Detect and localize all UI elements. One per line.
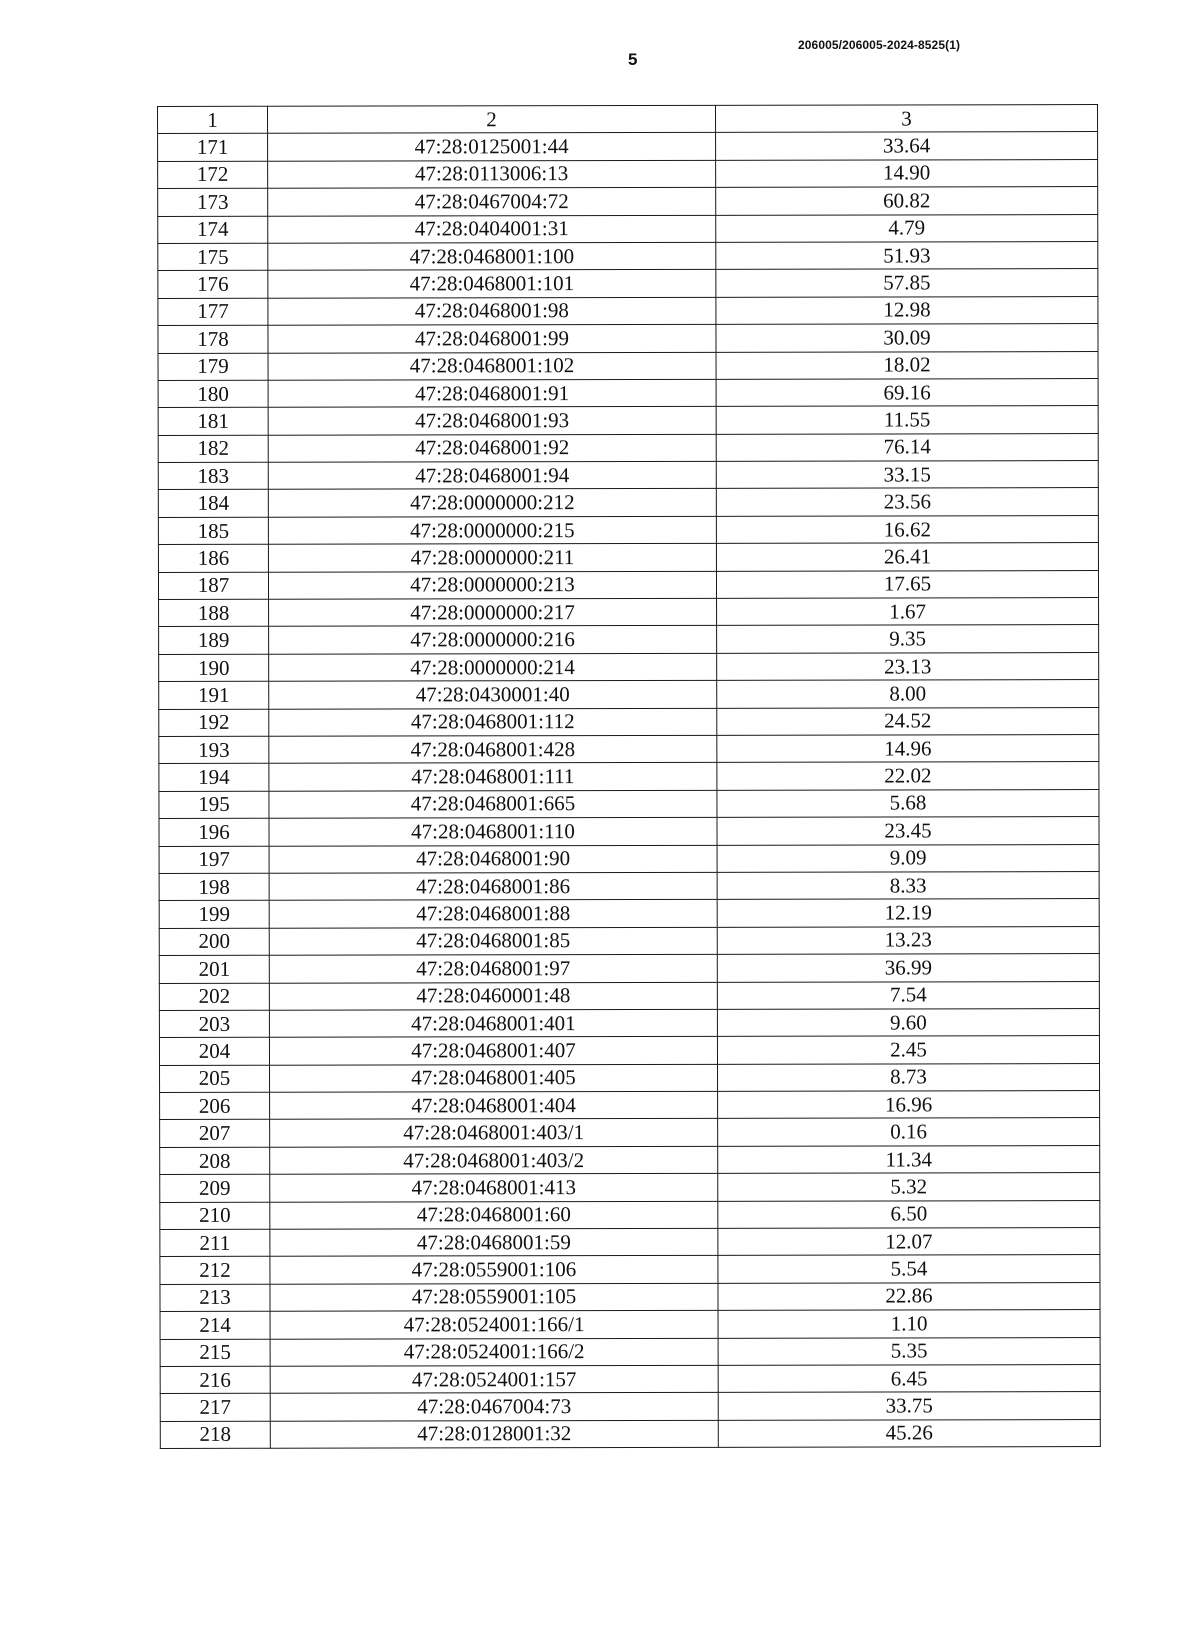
- cadastral-number-cell: 47:28:0468001:413: [270, 1174, 718, 1202]
- area-value-cell: 1.10: [718, 1310, 1100, 1338]
- area-value-cell: 5.54: [718, 1255, 1100, 1283]
- cadastral-number-cell: 47:28:0000000:212: [268, 489, 716, 517]
- area-value-cell: 30.09: [716, 324, 1098, 352]
- table-row: [160, 1228, 1100, 1257]
- cadastral-number-cell: 47:28:0468001:98: [268, 297, 716, 325]
- table-row: [158, 433, 1098, 462]
- area-value-cell: 11.55: [716, 406, 1098, 434]
- table-row: [159, 652, 1099, 681]
- cadastral-number-cell: 47:28:0559001:105: [270, 1283, 718, 1311]
- cadastral-number-cell: 47:28:0468001:88: [269, 900, 717, 928]
- area-value-cell: 45.26: [718, 1419, 1100, 1447]
- table-row: [159, 1008, 1099, 1037]
- area-value-cell: 6.45: [718, 1364, 1100, 1392]
- cadastral-number-cell: 47:28:0460001:48: [269, 982, 717, 1010]
- cadastral-number-cell: 47:28:0000000:213: [268, 571, 716, 599]
- area-value-cell: 8.73: [718, 1063, 1100, 1091]
- row-number-cell: 211: [160, 1229, 270, 1257]
- row-number-cell: 217: [160, 1394, 270, 1422]
- table-row: [158, 324, 1098, 353]
- area-value-cell: 16.62: [716, 515, 1098, 543]
- row-number-cell: 175: [158, 243, 268, 271]
- cadastral-number-cell: 47:28:0113006:13: [268, 160, 716, 188]
- row-number-cell: 186: [158, 545, 268, 573]
- row-number-cell: 191: [159, 681, 269, 709]
- row-number-cell: 185: [158, 517, 268, 545]
- row-number-cell: 190: [159, 654, 269, 682]
- table-row: [159, 789, 1099, 818]
- row-number-cell: 205: [160, 1065, 270, 1093]
- row-number-cell: 210: [160, 1202, 270, 1230]
- cadastral-number-cell: 47:28:0468001:405: [270, 1064, 718, 1092]
- area-value-cell: 5.35: [718, 1337, 1100, 1365]
- cadastral-number-cell: 47:28:0404001:31: [268, 215, 716, 243]
- table-row: [160, 1255, 1100, 1284]
- table-row: [160, 1173, 1100, 1202]
- table-header-row: [158, 105, 1098, 134]
- area-value-cell: 36.99: [717, 954, 1099, 982]
- cadastral-number-cell: 47:28:0000000:211: [268, 544, 716, 572]
- table-row: [160, 1200, 1100, 1229]
- area-value-cell: 12.98: [716, 296, 1098, 324]
- row-number-cell: 172: [158, 161, 268, 189]
- table-row: [159, 735, 1099, 764]
- area-value-cell: 12.19: [717, 899, 1099, 927]
- row-number-cell: 212: [160, 1257, 270, 1285]
- row-number-cell: 174: [158, 216, 268, 244]
- table-row: [158, 241, 1098, 270]
- table-row: [159, 762, 1099, 791]
- area-value-cell: 51.93: [716, 241, 1098, 269]
- table-row: [160, 1145, 1100, 1174]
- table-row: [159, 981, 1099, 1010]
- area-value-cell: 23.45: [717, 817, 1099, 845]
- cadastral-number-cell: 47:28:0467004:72: [268, 188, 716, 216]
- row-number-cell: 208: [160, 1147, 270, 1175]
- cadastral-number-cell: 47:28:0524001:166/2: [270, 1338, 718, 1366]
- cadastral-number-cell: 47:28:0000000:214: [269, 653, 717, 681]
- area-value-cell: 7.54: [717, 981, 1099, 1009]
- area-value-cell: 13.23: [717, 926, 1099, 954]
- row-number-cell: 214: [160, 1311, 270, 1339]
- table-row: [158, 132, 1098, 161]
- cadastral-number-cell: 47:28:0559001:106: [270, 1256, 718, 1284]
- table-row: [160, 1091, 1100, 1120]
- table-row: [159, 707, 1099, 736]
- table-row: [159, 817, 1099, 846]
- row-number-cell: 213: [160, 1284, 270, 1312]
- table-row: [158, 488, 1098, 517]
- cadastral-number-cell: 47:28:0468001:407: [269, 1037, 717, 1065]
- row-number-cell: 192: [159, 709, 269, 737]
- row-number-cell: 216: [160, 1366, 270, 1394]
- row-number-cell: 204: [159, 1038, 269, 1066]
- cadastral-table: [157, 104, 1101, 1449]
- cadastral-number-cell: 47:28:0524001:157: [270, 1365, 718, 1393]
- cadastral-number-cell: 47:28:0524001:166/1: [270, 1311, 718, 1339]
- cadastral-number-cell: 47:28:0468001:404: [270, 1091, 718, 1119]
- table-row: [158, 406, 1098, 435]
- table-row: [159, 680, 1099, 709]
- area-value-cell: 23.56: [716, 488, 1098, 516]
- row-number-cell: 193: [159, 736, 269, 764]
- table-row: [160, 1063, 1100, 1092]
- area-value-cell: 22.86: [718, 1282, 1100, 1310]
- cadastral-number-cell: 47:28:0467004:73: [270, 1393, 718, 1421]
- table-row: [158, 543, 1098, 572]
- cadastral-number-cell: 47:28:0468001:112: [269, 708, 717, 736]
- table-row: [159, 871, 1099, 900]
- row-number-cell: 187: [158, 572, 268, 600]
- row-number-cell: 209: [160, 1175, 270, 1203]
- cadastral-number-cell: 47:28:0468001:428: [269, 735, 717, 763]
- cadastral-number-cell: 47:28:0128001:32: [270, 1420, 718, 1448]
- table-row: [160, 1392, 1100, 1421]
- row-number-cell: 218: [160, 1421, 270, 1449]
- row-number-cell: 182: [158, 435, 268, 463]
- area-value-cell: 33.75: [718, 1392, 1100, 1420]
- table-row: [159, 844, 1099, 873]
- area-value-cell: 8.33: [717, 871, 1099, 899]
- cadastral-number-cell: 47:28:0468001:97: [269, 954, 717, 982]
- area-value-cell: 1.67: [717, 598, 1099, 626]
- row-number-cell: 177: [158, 298, 268, 326]
- row-number-cell: 206: [160, 1092, 270, 1120]
- area-value-cell: 22.02: [717, 762, 1099, 790]
- table-row: [159, 625, 1099, 654]
- row-number-cell: 189: [159, 627, 269, 655]
- area-value-cell: 8.00: [717, 680, 1099, 708]
- table-row: [159, 954, 1099, 983]
- area-value-cell: 33.64: [716, 132, 1098, 160]
- cadastral-number-cell: 47:28:0430001:40: [269, 681, 717, 709]
- area-value-cell: 9.35: [717, 625, 1099, 653]
- area-value-cell: 14.90: [716, 159, 1098, 187]
- cadastral-number-cell: 47:28:0000000:217: [269, 598, 717, 626]
- page-number: 5: [628, 50, 638, 69]
- row-number-cell: 198: [159, 873, 269, 901]
- table-row: [158, 351, 1098, 380]
- row-number-cell: 202: [159, 983, 269, 1011]
- area-value-cell: 4.79: [716, 214, 1098, 242]
- area-value-cell: 26.41: [716, 543, 1098, 571]
- table-row: [159, 1036, 1099, 1065]
- row-number-cell: 188: [159, 599, 269, 627]
- cadastral-number-cell: 47:28:0468001:403/2: [270, 1146, 718, 1174]
- row-number-cell: 181: [158, 408, 268, 436]
- cadastral-number-cell: 47:28:0468001:91: [268, 379, 716, 407]
- table-row: [160, 1118, 1100, 1147]
- cadastral-number-cell: 47:28:0468001:92: [268, 434, 716, 462]
- row-number-cell: 183: [158, 462, 268, 490]
- row-number-cell: 215: [160, 1339, 270, 1367]
- cadastral-number-cell: 47:28:0468001:60: [270, 1201, 718, 1229]
- cadastral-number-cell: 47:28:0468001:100: [268, 242, 716, 270]
- row-number-cell: 180: [158, 380, 268, 408]
- area-value-cell: 14.96: [717, 735, 1099, 763]
- row-number-cell: 178: [158, 325, 268, 353]
- table-row: [160, 1419, 1100, 1448]
- cadastral-number-cell: 47:28:0468001:111: [269, 763, 717, 791]
- area-value-cell: 2.45: [717, 1036, 1099, 1064]
- area-value-cell: 60.82: [716, 187, 1098, 215]
- table-row: [160, 1337, 1100, 1366]
- table-row: [158, 296, 1098, 325]
- area-value-cell: 9.09: [717, 844, 1099, 872]
- cadastral-number-cell: 47:28:0468001:59: [270, 1228, 718, 1256]
- area-value-cell: 24.52: [717, 707, 1099, 735]
- table-row: [159, 598, 1099, 627]
- cadastral-number-cell: 47:28:0468001:101: [268, 270, 716, 298]
- table-row: [160, 1310, 1100, 1339]
- document-id: 206005/206005-2024-8525(1): [798, 38, 961, 52]
- area-value-cell: 16.96: [718, 1091, 1100, 1119]
- area-value-cell: 5.68: [717, 789, 1099, 817]
- row-number-cell: 200: [159, 928, 269, 956]
- area-value-cell: 23.13: [717, 652, 1099, 680]
- row-number-cell: 199: [159, 901, 269, 929]
- row-number-cell: 171: [158, 134, 268, 162]
- row-number-cell: 203: [159, 1010, 269, 1038]
- table-row: [158, 461, 1098, 490]
- area-value-cell: 33.15: [716, 461, 1098, 489]
- row-number-cell: 176: [158, 271, 268, 299]
- table-row: [158, 378, 1098, 407]
- table-header-cell: 1: [158, 106, 268, 134]
- table-row: [158, 269, 1098, 298]
- area-value-cell: 0.16: [718, 1118, 1100, 1146]
- area-value-cell: 9.60: [717, 1008, 1099, 1036]
- table-row: [158, 570, 1098, 599]
- table-row: [158, 187, 1098, 216]
- cadastral-number-cell: 47:28:0000000:215: [268, 516, 716, 544]
- table-row: [158, 214, 1098, 243]
- area-value-cell: 11.34: [718, 1145, 1100, 1173]
- cadastral-number-cell: 47:28:0468001:110: [269, 817, 717, 845]
- row-number-cell: 196: [159, 818, 269, 846]
- table-row: [160, 1364, 1100, 1393]
- cadastral-number-cell: 47:28:0468001:94: [268, 461, 716, 489]
- cadastral-number-cell: 47:28:0000000:216: [269, 626, 717, 654]
- cadastral-number-cell: 47:28:0468001:403/1: [270, 1119, 718, 1147]
- row-number-cell: 173: [158, 188, 268, 216]
- cadastral-number-cell: 47:28:0468001:99: [268, 324, 716, 352]
- table-header-cell: 3: [715, 105, 1097, 133]
- area-value-cell: 76.14: [716, 433, 1098, 461]
- table-row: [160, 1282, 1100, 1311]
- cadastral-number-cell: 47:28:0468001:665: [269, 790, 717, 818]
- area-value-cell: 6.50: [718, 1200, 1100, 1228]
- cadastral-number-cell: 47:28:0468001:86: [269, 872, 717, 900]
- row-number-cell: 197: [159, 846, 269, 874]
- row-number-cell: 207: [160, 1120, 270, 1148]
- area-value-cell: 17.65: [716, 570, 1098, 598]
- row-number-cell: 194: [159, 764, 269, 792]
- row-number-cell: 184: [158, 490, 268, 518]
- area-value-cell: 57.85: [716, 269, 1098, 297]
- table-row: [158, 159, 1098, 188]
- cadastral-number-cell: 47:28:0468001:93: [268, 407, 716, 435]
- area-value-cell: 69.16: [716, 378, 1098, 406]
- area-value-cell: 18.02: [716, 351, 1098, 379]
- row-number-cell: 179: [158, 353, 268, 381]
- table-row: [159, 926, 1099, 955]
- area-value-cell: 5.32: [718, 1173, 1100, 1201]
- table-header-cell: 2: [268, 105, 716, 133]
- row-number-cell: 201: [159, 955, 269, 983]
- table-row: [159, 899, 1099, 928]
- area-value-cell: 12.07: [718, 1228, 1100, 1256]
- cadastral-number-cell: 47:28:0468001:85: [269, 927, 717, 955]
- table-row: [158, 515, 1098, 544]
- cadastral-number-cell: 47:28:0468001:401: [269, 1009, 717, 1037]
- cadastral-number-cell: 47:28:0468001:90: [269, 845, 717, 873]
- cadastral-number-cell: 47:28:0468001:102: [268, 352, 716, 380]
- row-number-cell: 195: [159, 791, 269, 819]
- cadastral-number-cell: 47:28:0125001:44: [268, 133, 716, 161]
